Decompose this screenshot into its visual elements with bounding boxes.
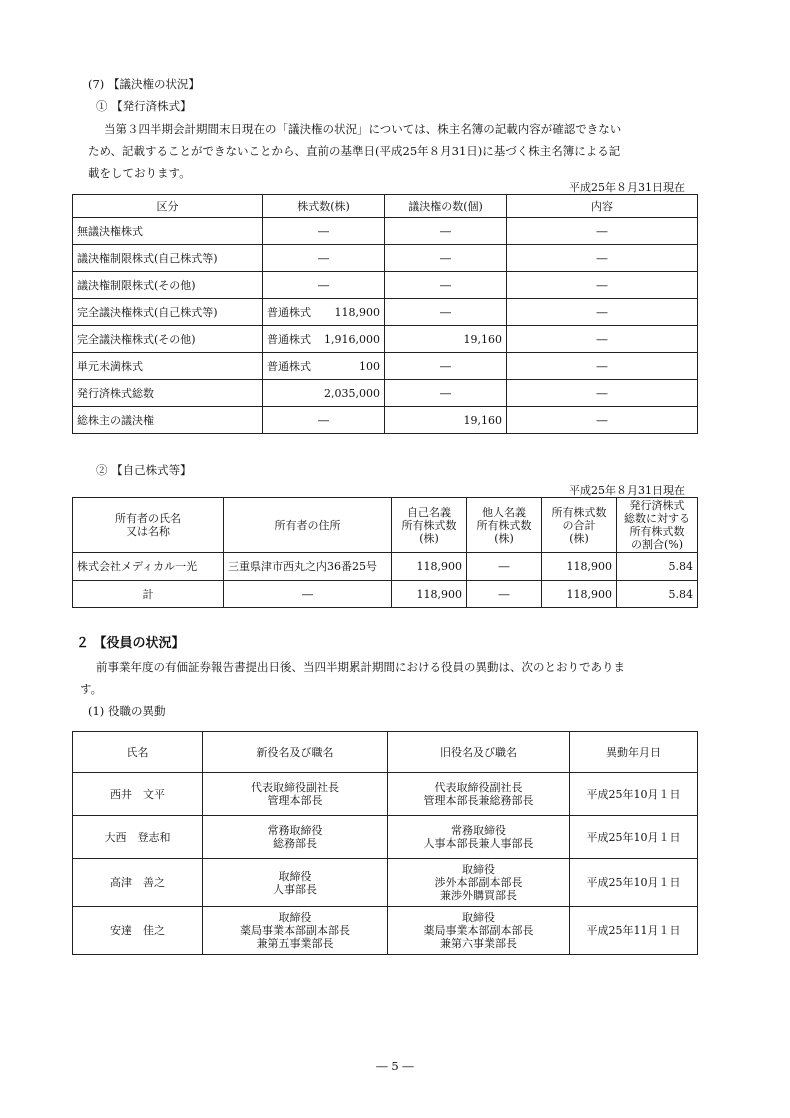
row-new-line: 取締役 — [278, 911, 312, 924]
row-kind: 普通株式 — [267, 305, 311, 319]
table-row — [73, 380, 698, 407]
section2-para-line2: す。 — [80, 682, 103, 696]
header-shares: 株式数(株) — [263, 195, 385, 218]
header-other-line1: 他人名義 — [482, 505, 526, 519]
table-row — [73, 326, 698, 353]
header-total-line3: (株) — [569, 531, 589, 545]
row-shares: 1,916,000 — [324, 332, 380, 346]
row-old-line: 薬局事業本部副本部長 — [423, 924, 534, 937]
voting-rights-table — [72, 194, 698, 434]
header-ratio-line2: 総数に対する — [624, 512, 690, 525]
header-ratio — [617, 498, 698, 553]
row-content: ― — [507, 326, 698, 353]
header-total — [542, 498, 617, 553]
header-new: 新役名及び職名 — [203, 732, 388, 773]
header-kubun: 区分 — [73, 195, 263, 218]
row-new — [203, 773, 388, 816]
row-old-line: 取締役 — [462, 911, 495, 924]
header-other-line3: (株) — [494, 531, 514, 545]
row-name: 安達 佳之 — [73, 907, 203, 955]
row-date: 平成25年10月１日 — [570, 816, 698, 859]
row-new — [203, 907, 388, 955]
row-kubun: 単元未満株式 — [73, 353, 263, 380]
row-old-line: 人事本部長兼人事部長 — [423, 837, 534, 850]
table-row — [73, 773, 698, 816]
row-kubun: 議決権制限株式(その他) — [73, 272, 263, 299]
officers-table — [72, 731, 698, 955]
table-sum-row — [73, 581, 698, 608]
row-old-line: 取締役 — [462, 863, 495, 876]
row-shares: ― — [263, 245, 385, 272]
row-old-line: 兼第六事業部長 — [440, 937, 517, 950]
row-old — [388, 859, 570, 907]
row-content: ― — [507, 272, 698, 299]
row-date: 平成25年11月１日 — [570, 907, 698, 955]
row-new-line: 薬局事業本部副本部長 — [240, 924, 350, 937]
row-ratio: 5.84 — [617, 553, 698, 581]
header-self-line2: 所有株式数 — [401, 518, 457, 532]
row-kubun: 発行済株式総数 — [73, 380, 263, 407]
sum-address: ― — [224, 581, 392, 608]
row-new-line: 兼第五事業部長 — [256, 937, 334, 950]
header-address: 所有者の住所 — [224, 498, 392, 553]
row-new-line: 取締役 — [278, 869, 312, 883]
row-owner: 株式会社メディカル一光 — [73, 553, 224, 581]
row-shares: ― — [263, 407, 385, 434]
row-old-line: 管理本部長兼総務部長 — [423, 794, 534, 807]
row-shares-cell — [263, 326, 385, 353]
row-content: ― — [507, 407, 698, 434]
row-old-line: 兼渉外購買部長 — [440, 889, 517, 902]
table-row — [73, 859, 698, 907]
row-votes: 19,160 — [385, 407, 507, 434]
page-number: ― 5 ― — [376, 1059, 414, 1073]
header-total-line1: 所有株式数 — [551, 505, 607, 519]
section7-sub2: ② 【自己株式等】 — [96, 463, 192, 477]
sum-total: 118,900 — [542, 581, 617, 608]
row-new — [203, 859, 388, 907]
header-total-line2: の合計 — [562, 518, 596, 532]
header-owner-line2: 又は名称 — [126, 525, 170, 538]
row-new-line: 代表取締役副社長 — [251, 781, 339, 794]
sum-self: 118,900 — [392, 581, 467, 608]
header-old: 旧役名及び職名 — [388, 732, 570, 773]
row-content: ― — [507, 353, 698, 380]
row-total: 118,900 — [542, 553, 617, 581]
header-self-line1: 自己名義 — [407, 505, 451, 519]
table-row — [73, 299, 698, 326]
row-shares: 100 — [359, 359, 380, 373]
table-header-row — [73, 732, 698, 773]
section7-para-line1: 当第３四半期会計期間末日現在の「議決権の状況」については、株主名簿の記載内容が確認できない — [104, 122, 622, 136]
header-other — [467, 498, 542, 553]
header-ratio-line1: 発行済株式 — [629, 499, 685, 512]
row-content: ― — [507, 218, 698, 245]
header-owner-line1: 所有者の氏名 — [115, 512, 181, 525]
row-old — [388, 816, 570, 859]
row-shares: 118,900 — [334, 305, 380, 319]
treasury-stock-table — [72, 497, 698, 608]
row-name: 高津 善之 — [73, 859, 203, 907]
table1-date-label: 平成25年８月31日現在 — [569, 181, 685, 194]
row-kubun: 総株主の議決権 — [73, 407, 263, 434]
section2-sub: (1) 役職の異動 — [88, 704, 166, 718]
row-shares: ― — [263, 218, 385, 245]
header-ratio-line4: の割合(%) — [630, 538, 684, 551]
header-ratio-line3: 所有株式数 — [629, 525, 685, 538]
table-row — [73, 272, 698, 299]
section7-sub1: ① 【発行済株式】 — [96, 99, 192, 113]
row-votes: ― — [385, 218, 507, 245]
header-votes: 議決権の数(個) — [385, 195, 507, 218]
row-date: 平成25年10月１日 — [570, 773, 698, 816]
section7-para-line2: ため、記載することができないことから、直前の基準日(平成25年８月31日)に基づく株主名簿による記 — [88, 144, 621, 158]
row-votes: ― — [385, 353, 507, 380]
header-other-line2: 所有株式数 — [476, 518, 532, 532]
sum-ratio: 5.84 — [617, 581, 698, 608]
row-shares: ― — [263, 272, 385, 299]
row-date: 平成25年10月１日 — [570, 859, 698, 907]
table-header-row — [73, 498, 698, 553]
row-new-line: 管理本部長 — [267, 794, 323, 807]
table-row — [73, 553, 698, 581]
table-row — [73, 218, 698, 245]
row-votes: ― — [385, 299, 507, 326]
row-shares: 2,035,000 — [263, 380, 385, 407]
header-content: 内容 — [507, 195, 698, 218]
header-name: 氏名 — [73, 732, 203, 773]
sum-other: ― — [467, 581, 542, 608]
row-kind: 普通株式 — [267, 359, 311, 373]
row-content: ― — [507, 299, 698, 326]
row-new — [203, 816, 388, 859]
row-old-line: 渉外本部副本部長 — [434, 876, 523, 889]
row-kubun: 完全議決権株式(その他) — [73, 326, 263, 353]
row-name: 大西 登志和 — [73, 816, 203, 859]
table-row — [73, 407, 698, 434]
table-row — [73, 353, 698, 380]
table-row — [73, 907, 698, 955]
row-address: 三重県津市西丸之内36番25号 — [224, 553, 392, 581]
section2-heading: ２ 【役員の状況】 — [76, 636, 185, 651]
section7-para-line3: 載をしております。 — [88, 166, 191, 180]
row-shares-cell — [263, 353, 385, 380]
row-kubun: 議決権制限株式(自己株式等) — [73, 245, 263, 272]
row-kubun: 無議決権株式 — [73, 218, 263, 245]
row-votes: 19,160 — [385, 326, 507, 353]
header-self-line3: (株) — [419, 531, 439, 545]
row-votes: ― — [385, 272, 507, 299]
row-new-line: 総務部長 — [273, 837, 317, 850]
row-other: ― — [467, 553, 542, 581]
row-content: ― — [507, 380, 698, 407]
row-new-line: 常務取締役 — [267, 824, 323, 837]
row-old — [388, 907, 570, 955]
row-shares-cell — [263, 299, 385, 326]
row-kubun: 完全議決権株式(自己株式等) — [73, 299, 263, 326]
row-votes: ― — [385, 380, 507, 407]
header-date: 異動年月日 — [570, 732, 698, 773]
row-old-line: 代表取締役副社長 — [434, 781, 523, 794]
row-self: 118,900 — [392, 553, 467, 581]
row-votes: ― — [385, 245, 507, 272]
table2-date-label: 平成25年８月31日現在 — [569, 484, 685, 497]
row-old-line: 常務取締役 — [451, 824, 506, 837]
header-owner — [73, 498, 224, 553]
row-kind: 普通株式 — [267, 332, 311, 346]
table-row — [73, 245, 698, 272]
section2-para-line1: 前事業年度の有価証券報告書提出日後、当四半期累計期間における役員の異動は、次のとおりでありま — [96, 660, 625, 674]
header-self — [392, 498, 467, 553]
row-name: 西井 文平 — [73, 773, 203, 816]
row-old — [388, 773, 570, 816]
table-header-row — [73, 195, 698, 218]
sum-label: 計 — [73, 581, 224, 608]
table-row — [73, 816, 698, 859]
row-new-line: 人事部長 — [273, 882, 317, 896]
row-content: ― — [507, 245, 698, 272]
section7-heading: (7) 【議決権の状況】 — [88, 77, 200, 91]
